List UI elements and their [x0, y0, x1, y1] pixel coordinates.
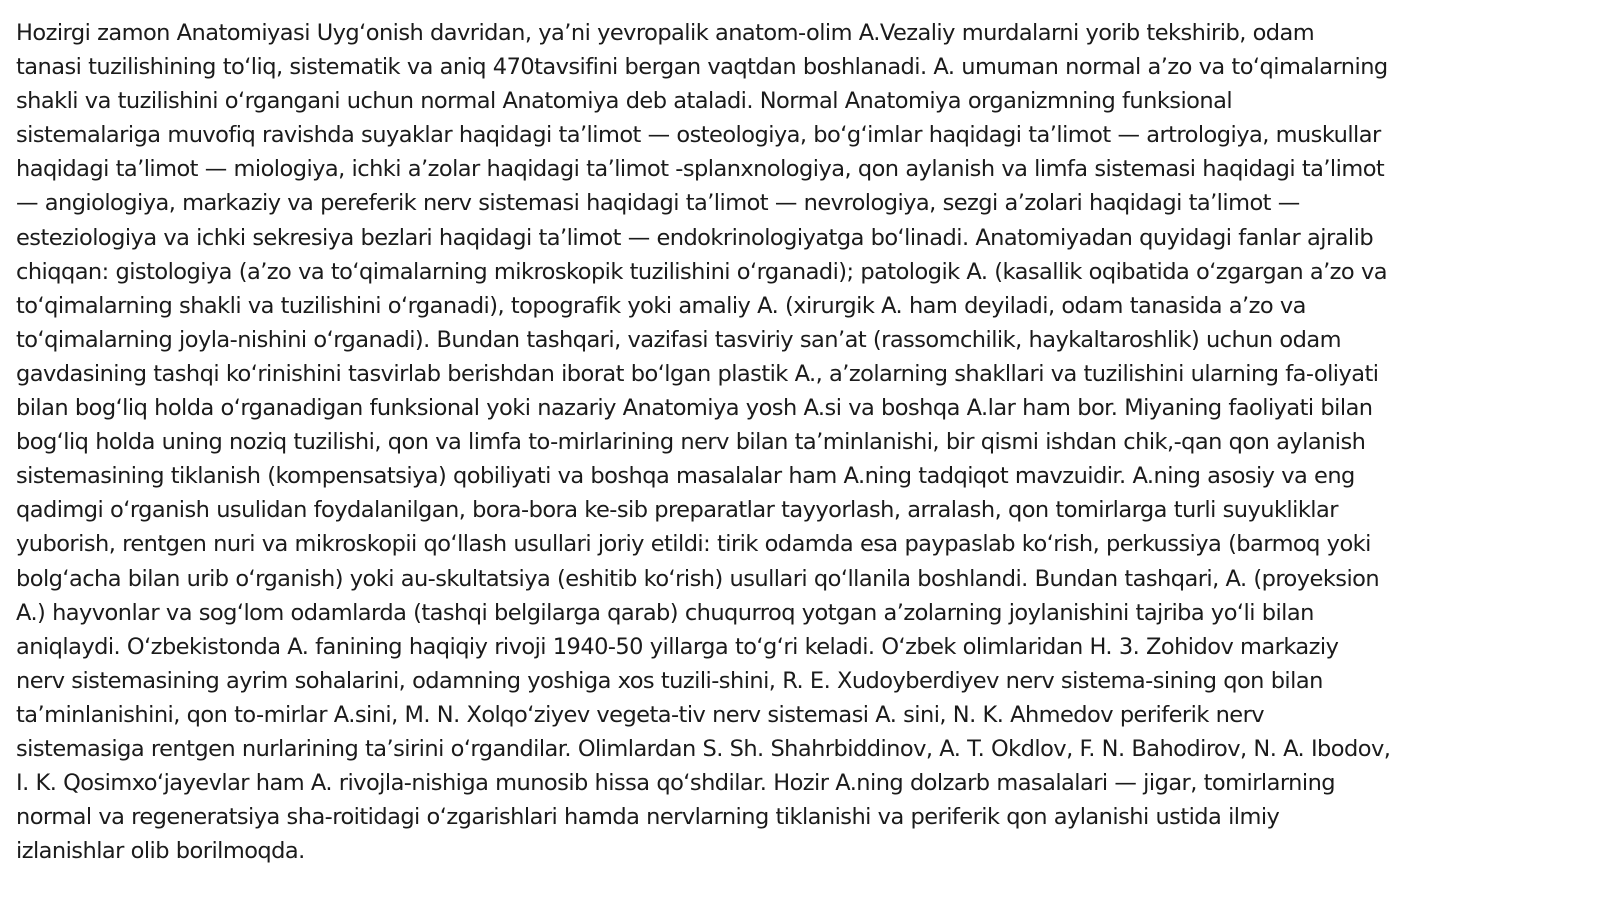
article-line: sistemalariga muvofiq ravishda suyaklar haqidagi ta’limot — osteologiya, bo‘g‘imlar haqidagi ta’limot — artrologiya, muskullar	[16, 122, 1381, 149]
article-line: bolg‘acha bilan urib o‘rganish) yoki au-skultatsiya (eshitib ko‘rish) usullari qo‘llanila boshlandi. Bundan tashqari, A. (proyeksion	[16, 565, 1380, 592]
article-line: to‘qimalarning joyla-nishini o‘rganadi). Bundan tashqari, vazifasi tasviriy san’at (rassomchilik, haykaltaroshlik) uchun odam	[16, 326, 1341, 353]
article-line: bog‘liq holda uning noziq tuzilishi, qon va limfa to-mirlarining nerv bilan ta’minlanishi, bir qismi ishdan chik,-qan qon aylanish	[16, 429, 1366, 456]
article-line: I. K. Qosimxo‘jayevlar ham A. rivojla-nishiga munosib hissa qo‘shdilar. Hozir A.ning dolzarb masalalari — jigar, tomirlarning	[16, 770, 1336, 797]
article-line: nerv sistemasining ayrim sohalarini, odamning yoshiga xos tuzili-shini, R. E. Xudoyberdiyev nerv sistema-sining qon bilan	[16, 667, 1323, 694]
article-line: qadimgi o‘rganish usulidan foydalanilgan, bora-bora ke-sib preparatlar tayyorlash, arralash, qon tomirlarga turli suyukliklar	[16, 497, 1338, 524]
article-line: ta’minlanishini, qon to-mirlar A.sini, M. N. Xolqo‘ziyev vegeta-tiv nerv sistemasi A. sini, N. K. Ahmedov periferik nerv	[16, 701, 1265, 728]
article-line: A.) hayvonlar va sog‘lom odamlarda (tashqi belgilarga qarab) chuqurroq yotgan a’zolarning joylanishini tajriba yo‘li bilan	[16, 599, 1314, 626]
article-line: shakli va tuzilishini o‘rgangani uchun normal Anatomiya deb ataladi. Normal Anatomiya organizmning funksional	[16, 88, 1233, 115]
article-line: esteziologiya va ichki sekresiya bezlari haqidagi ta’limot — endokrinologiyatga bo‘linadi. Anatomiyadan quyidagi fanlar ajralib	[16, 224, 1374, 251]
article-line: sistemasining tiklanish (kompensatsiya) qobiliyati va boshqa masalalar ham A.ning tadqiqot mavzuidir. A.ning asosiy va eng	[16, 463, 1355, 490]
article-line: normal va regeneratsiya sha-roitidagi o‘zgarishlari hamda nervlarning tiklanishi va periferik qon aylanishi ustida ilmiy	[16, 804, 1280, 831]
article-body	[16, 16, 1584, 868]
article-line: Hozirgi zamon Anatomiyasi Uyg‘onish davridan, ya’ni yevropalik anatom-olim A.Vezaliy murdalarni yorib tekshirib, odam	[16, 20, 1315, 46]
article-line: chiqqan: gistologiya (a’zo va to‘qimalarning mikroskopik tuzilishini o‘rganadi); patologik A. (kasallik oqibatida o‘zgargan a’zo va	[16, 258, 1387, 285]
article-line: bilan bog‘liq holda o‘rganadigan funksional yoki nazariy Anatomiya yosh A.si va boshqa A.lar ham bor. Miyaning faoliyati bilan	[16, 395, 1373, 422]
article-line: aniqlaydi. O‘zbekistonda A. fanining haqiqiy rivoji 1940-50 yillarga to‘g‘ri keladi. O‘zbek olimlaridan H. 3. Zohidov markaziy	[16, 633, 1339, 660]
article-line: — angiologiya, markaziy va pereferik nerv sistemasi haqidagi ta’limot — nevrologiya, sezgi a’zolari haqidagi ta’limot —	[16, 190, 1300, 217]
article-line: haqidagi ta’limot — miologiya, ichki a’zolar haqidagi ta’limot -splanxnologiya, qon aylanish va limfa sistemasi haqidagi ta’limot	[16, 156, 1385, 183]
article-line: izlanishlar olib borilmoqda.	[16, 838, 305, 865]
article-line: gavdasining tashqi ko‘rinishini tasvirlab berishdan iborat bo‘lgan plastik A., a’zolarning shakllari va tuzilishini ularning fa-oliyati	[16, 360, 1379, 387]
article-line: tanasi tuzilishining to‘liq, sistematik va aniq 470tavsifini bergan vaqtdan boshlanadi. A. umuman normal a’zo va to‘qimalarning	[16, 54, 1388, 81]
article-line: yuborish, rentgen nuri va mikroskopii qo‘llash usullari joriy etildi: tirik odamda esa paypaslab ko‘rish, perkussiya (barmoq yoki	[16, 531, 1371, 558]
article-line: to‘qimalarning shakli va tuzilishini o‘rganadi), topografik yoki amaliy A. (xirurgik A. ham deyiladi, odam tanasida a’zo va	[16, 292, 1306, 319]
article-line: sistemasiga rentgen nurlarining ta’sirini o‘rgandilar. Olimlardan S. Sh. Shahrbiddinov, A. T. Okdlov, F. N. Bahodirov, N. A. Ibodov,	[16, 735, 1391, 762]
